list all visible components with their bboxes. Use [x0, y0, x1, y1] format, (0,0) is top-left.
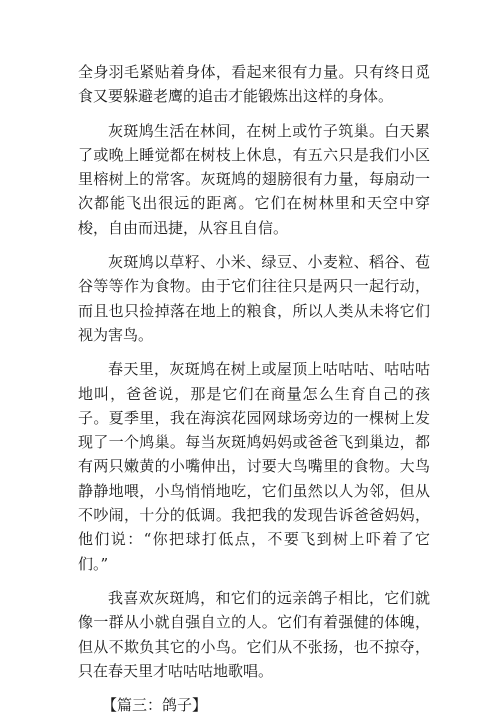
paragraph-1: 全身羽毛紧贴着身体，看起来很有力量。只有终日觅食又要躲避老鹰的追击才能锻炼出这样的身体。: [78, 63, 430, 106]
paragraph-5: 我喜欢灰斑鸠，和它们的远亲鸽子相比，它们就像一群从小就自强自立的人。它们有着强健的体魄，但从不欺负其它的小鸟。它们从不张扬，也不掠夺，只在春天里才咕咕咕地歌唱。: [78, 588, 430, 680]
paragraph-2: 灰斑鸠生活在林间，在树上或竹子筑巢。白天累了或晚上睡觉都在树枝上休息，有五六只是我们小区里榕树上的常客。灰斑鸠的翅膀很有力量，每扇动一次都能飞出很远的距离。它们在树林里和天空中穿梭，自由而迅捷，从容且自信。: [78, 121, 430, 237]
paragraph-3: 灰斑鸠以草籽、小米、绿豆、小麦粒、稻谷、苞谷等等作为食物。由于它们往往只是两只一起行动，而且也只捡掉落在地上的粮食，所以人类从未将它们视为害鸟。: [78, 253, 430, 344]
section-heading: 【篇三：鸽子】: [102, 696, 208, 715]
document-body: [78, 60, 430, 727]
paragraph-4: 春天里，灰斑鸠在树上或屋顶上咕咕咕、咕咕咕地叫，爸爸说，那是它们在商量怎么生育自己的孩子。夏季里，我在海滨花园网球场旁边的一棵树上发现了一个鸠巢。每当灰斑鸠妈妈或爸爸飞到巢边，都有两只嫩黄的小嘴伸出，讨要大鸟嘴里的食物。大鸟静静地喂，小鸟悄悄地吃，它们虽然以人为邻，但从不吵闹，十分的低调。我把我的发现告诉爸爸妈妈，他们说：“你把球打低点，不要飞到树上吓着了它们。”: [78, 360, 430, 573]
